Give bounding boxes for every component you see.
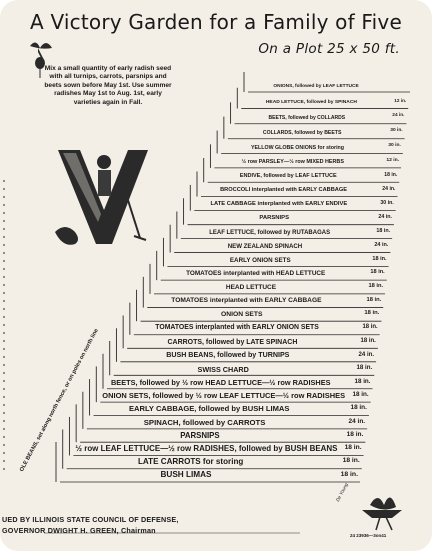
row-label: PARSNIPS [180, 430, 220, 440]
row-label: PARSNIPS [259, 215, 289, 222]
row-label: TOMATOES interplanted with EARLY ONION SETS [155, 324, 319, 332]
row-spacing: 18 in. [384, 171, 398, 178]
row-label: LATE CARROTS for storing [138, 457, 244, 467]
corner-plant-icon [362, 497, 402, 530]
poster-title: A Victory Garden for a Family of Five [30, 10, 402, 34]
row-spacing: 18 in. [360, 338, 376, 345]
row-label: TOMATOES interplanted with HEAD LETTUCE [186, 270, 326, 278]
row-spacing: 24 in. [374, 241, 389, 248]
footer-credit [2, 515, 179, 536]
print-code: 24 23936—3on41 [350, 533, 387, 538]
row-label: TOMATOES interplanted with EARLY CABBAGE [171, 297, 322, 305]
row-spacing: 30 in. [390, 128, 403, 134]
radish-note: Mix a small quantity of early radish seed with all turnips, carrots, parsnips and beets sown before May 1st. Use summer radishes May 1st to Aug. 1st, early varieties again in Fall. [44, 65, 172, 106]
row-label: EARLY CABBAGE, followed by BUSH LIMAS [129, 404, 290, 414]
row-label: BUSH BEANS, followed by TURNIPS [166, 351, 290, 360]
row-spacing: 18 in. [344, 444, 362, 452]
row-spacing: 18 in. [350, 404, 367, 412]
row-label: ½ row LEAF LETTUCE—½ row RADISHES, followed by BUSH BEANS [75, 444, 338, 453]
row-label: ONION SETS, followed by ½ row LEAF LETTUCE—½ row RADISHES [102, 391, 346, 401]
row-spacing: 18 in. [370, 269, 385, 276]
row-spacing: 12 in. [386, 157, 400, 164]
pole-beans-side-note: OLE BEANS, set along north fence, or on poles on north line [19, 327, 100, 473]
row-spacing: 18 in. [340, 470, 358, 478]
plot-size-subtitle: On a Plot 25 x 50 ft. [258, 41, 400, 57]
row-spacing: 12 in. [394, 98, 407, 104]
row-label: SWISS CHARD [197, 364, 249, 374]
victory-v-emblem [55, 150, 148, 245]
row-spacing: 30 in. [388, 143, 401, 148]
row-spacing: 18 in. [362, 323, 378, 330]
footer-line-2: GOVERNOR DWIGHT H. GREEN, Chairman [2, 525, 156, 535]
footer-line-1: UED BY ILLINOIS STATE COUNCIL OF DEFENSE, [2, 515, 179, 524]
row-label: COLLARDS, followed by BEETS [262, 130, 342, 137]
row-label: HEAD LETTUCE, followed by SPINACH [265, 100, 357, 105]
row-label: SPINACH, followed by CARROTS [143, 417, 266, 427]
row-spacing: 24 in. [382, 185, 396, 192]
row-label: YELLOW GLOBE ONIONS for storing [251, 144, 345, 151]
row-spacing: 18 in. [352, 391, 369, 398]
row-label: BROCCOLI interplanted with EARLY CABBAGE [220, 187, 348, 194]
row-spacing: 24 in. [378, 214, 392, 220]
row-spacing: 18 in. [354, 377, 371, 385]
row-label: ENDIVE, followed by LEAF LETTUCE [239, 173, 337, 180]
row-label: LEAF LETTUCE, followed by RUTABAGAS [209, 230, 331, 237]
row-spacing: 24 in. [348, 417, 366, 425]
row-spacing: 18 in. [346, 430, 364, 438]
row-spacing: 18 in. [376, 228, 391, 234]
row-label: EARLY ONION SETS [229, 256, 291, 264]
row-label: ½ row PARSLEY—½ row MIXED HERBS [241, 159, 344, 165]
row-label: BUSH LIMAS [160, 470, 212, 480]
row-label: BEETS, followed by COLLARDS [268, 115, 346, 122]
row-label: ONIONS, followed by LEAF LETTUCE [273, 83, 359, 89]
row-label: LATE CABBAGE interplanted with EARLY ENDIVE [210, 201, 348, 208]
row-label: CARROTS, followed by LATE SPINACH [167, 338, 298, 346]
row-spacing: 24 in. [358, 350, 375, 358]
row-spacing: 18 in. [372, 255, 387, 262]
row-spacing: 18 in. [356, 364, 373, 372]
row-label: ONION SETS [221, 310, 263, 318]
row-spacing: 18 in. [366, 296, 382, 303]
row-label: HEAD LETTUCE [225, 283, 277, 291]
row-spacing: 18 in. [342, 457, 360, 465]
row-label: NEW ZEALAND SPINACH [227, 242, 303, 250]
row-label: BEETS, followed by ½ row HEAD LETTUCE—½ row RADISHES [111, 377, 331, 387]
row-spacing: 18 in. [368, 283, 384, 289]
row-spacing: 24 in. [392, 113, 405, 119]
row-spacing: 18 in. [364, 310, 380, 317]
artist-signature: De Young [335, 482, 349, 503]
row-spacing: 30 in. [380, 200, 394, 206]
